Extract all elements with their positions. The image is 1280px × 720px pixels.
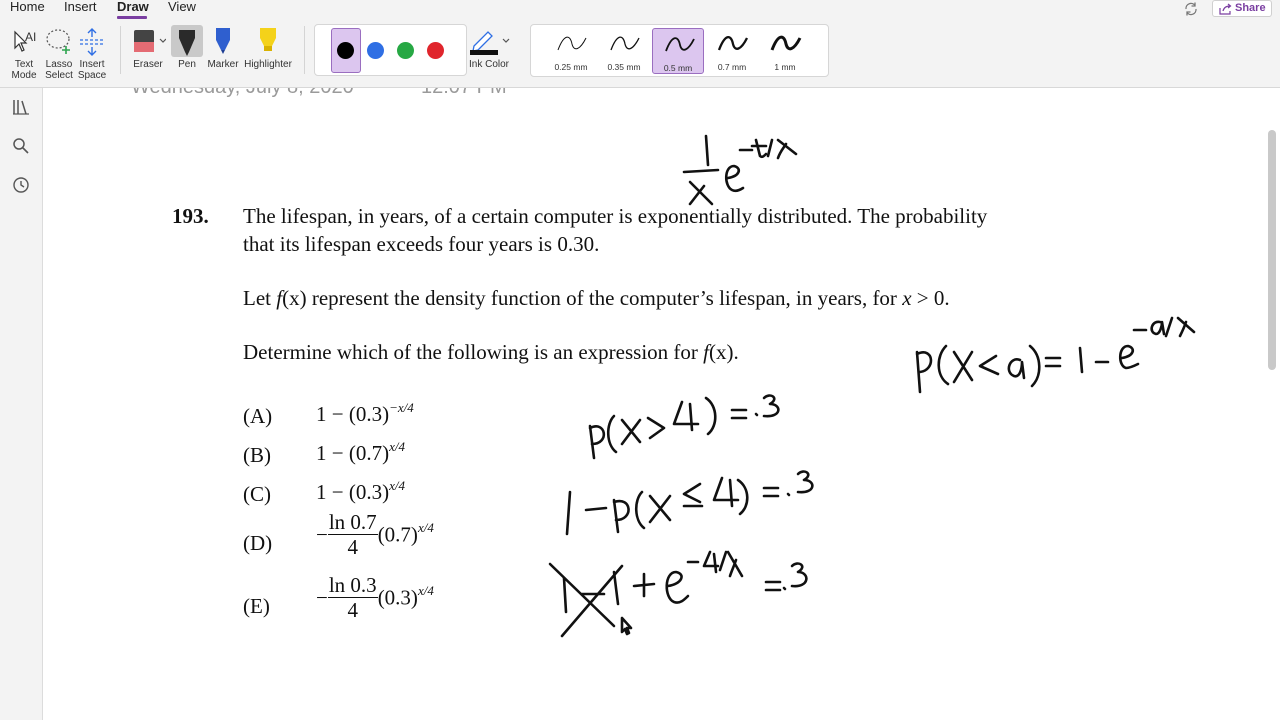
recent-icon[interactable] [12, 176, 30, 194]
width-label: 1 mm [774, 62, 796, 72]
ribbon-divider [120, 26, 121, 74]
ribbon [0, 0, 1280, 88]
width-option[interactable] [545, 28, 597, 74]
eraser-icon [130, 26, 166, 56]
text-mode-label: Text Mode [11, 59, 37, 81]
color-swatch-red[interactable] [427, 42, 444, 59]
eraser-button[interactable] [128, 26, 168, 76]
pen-button[interactable] [170, 26, 204, 76]
highlighter-button[interactable] [240, 26, 296, 76]
question-line-4: Determine which of the following is an expression for f(x). [243, 340, 739, 364]
search-icon[interactable] [12, 137, 30, 155]
tab-home[interactable]: Home [10, 0, 45, 14]
width-label: 0.25 mm [554, 62, 588, 72]
option-e-expression: − $\frac{\ln 0.3}{4}$ $(0.3)^{x/4}$ [316, 573, 434, 622]
stroke-preview-icon [770, 30, 802, 58]
vertical-scrollbar[interactable] [1268, 130, 1276, 370]
eraser-label: Eraser [133, 59, 163, 70]
marker-label: Marker [207, 59, 239, 70]
question-line-1: The lifespan, in years, of a certain computer is exponentially distributed. The probability [243, 204, 988, 228]
share-label: Share [1235, 2, 1266, 14]
note-page[interactable] [44, 89, 1266, 720]
color-swatch-black[interactable] [337, 42, 354, 59]
insert-space-label: Insert Space [77, 59, 107, 81]
width-label: 0.35 mm [607, 62, 641, 72]
question-number: 193. [172, 204, 209, 228]
marker-button[interactable] [204, 26, 242, 76]
stroke-preview-icon [717, 30, 749, 58]
pen-label: Pen [178, 59, 196, 70]
svg-text:AI: AI [25, 30, 37, 44]
ink-color-label: Ink Color [468, 59, 509, 70]
active-tab-indicator [117, 16, 147, 19]
color-swatch-green[interactable] [397, 42, 414, 59]
width-label: 0.7 mm [717, 62, 747, 72]
stroke-preview-icon [664, 31, 696, 59]
option-a-expression: $1 - (0.3)^{-x/4}$ [316, 400, 414, 426]
lasso-select-label: Lasso Select [45, 59, 73, 81]
question-line-2: that its lifespan exceeds four years is 0.30. [243, 232, 600, 256]
option-d-letter: (D) [243, 531, 273, 555]
width-label: 0.5 mm [663, 63, 693, 73]
pen-icon [171, 26, 203, 56]
insert-space-button[interactable] [76, 26, 108, 82]
lasso-icon [44, 26, 74, 56]
color-swatch-blue[interactable] [367, 42, 384, 59]
stroke-preview-icon [609, 30, 641, 58]
notebooks-icon[interactable] [12, 98, 30, 116]
question-line-3: Let f(x) represent the density function of the computer’s lifespan, in years, for x > 0. [243, 286, 950, 310]
stroke-preview-icon [556, 30, 588, 58]
option-b-expression: $1 - (0.7)^{x/4}$ [316, 439, 405, 465]
stroke-width-picker [530, 24, 829, 77]
text-mode-button[interactable] [8, 26, 40, 82]
ink-color-palette [314, 24, 467, 76]
text-mode-icon [10, 26, 40, 56]
highlighter-label: Highlighter [244, 59, 292, 70]
width-option[interactable] [759, 28, 811, 74]
ink-color-icon [468, 26, 510, 56]
ink-color-button[interactable] [468, 26, 510, 82]
option-c-expression: $1 - (0.3)^{x/4}$ [316, 478, 405, 504]
share-button[interactable] [1212, 0, 1272, 17]
width-option[interactable] [706, 28, 758, 74]
ribbon-divider [304, 26, 305, 74]
option-c-letter: (C) [243, 482, 271, 506]
option-a-letter: (A) [243, 404, 273, 428]
width-option-selected[interactable] [652, 28, 704, 74]
sync-icon[interactable] [1183, 1, 1199, 17]
option-b-letter: (B) [243, 443, 271, 467]
lasso-select-button[interactable] [42, 26, 76, 82]
width-option[interactable] [598, 28, 650, 74]
share-icon [1219, 3, 1232, 15]
option-d-expression: − $\frac{\ln 0.7}{4}$ $(0.7)^{x/4}$ [316, 510, 434, 559]
left-nav [0, 88, 43, 720]
tab-draw[interactable]: Draw [117, 0, 149, 14]
tab-insert[interactable]: Insert [64, 0, 97, 14]
insert-space-icon [77, 26, 107, 56]
option-e-letter: (E) [243, 594, 270, 618]
marker-icon [207, 26, 239, 56]
tab-view[interactable]: View [168, 0, 196, 14]
highlighter-icon [252, 26, 284, 56]
